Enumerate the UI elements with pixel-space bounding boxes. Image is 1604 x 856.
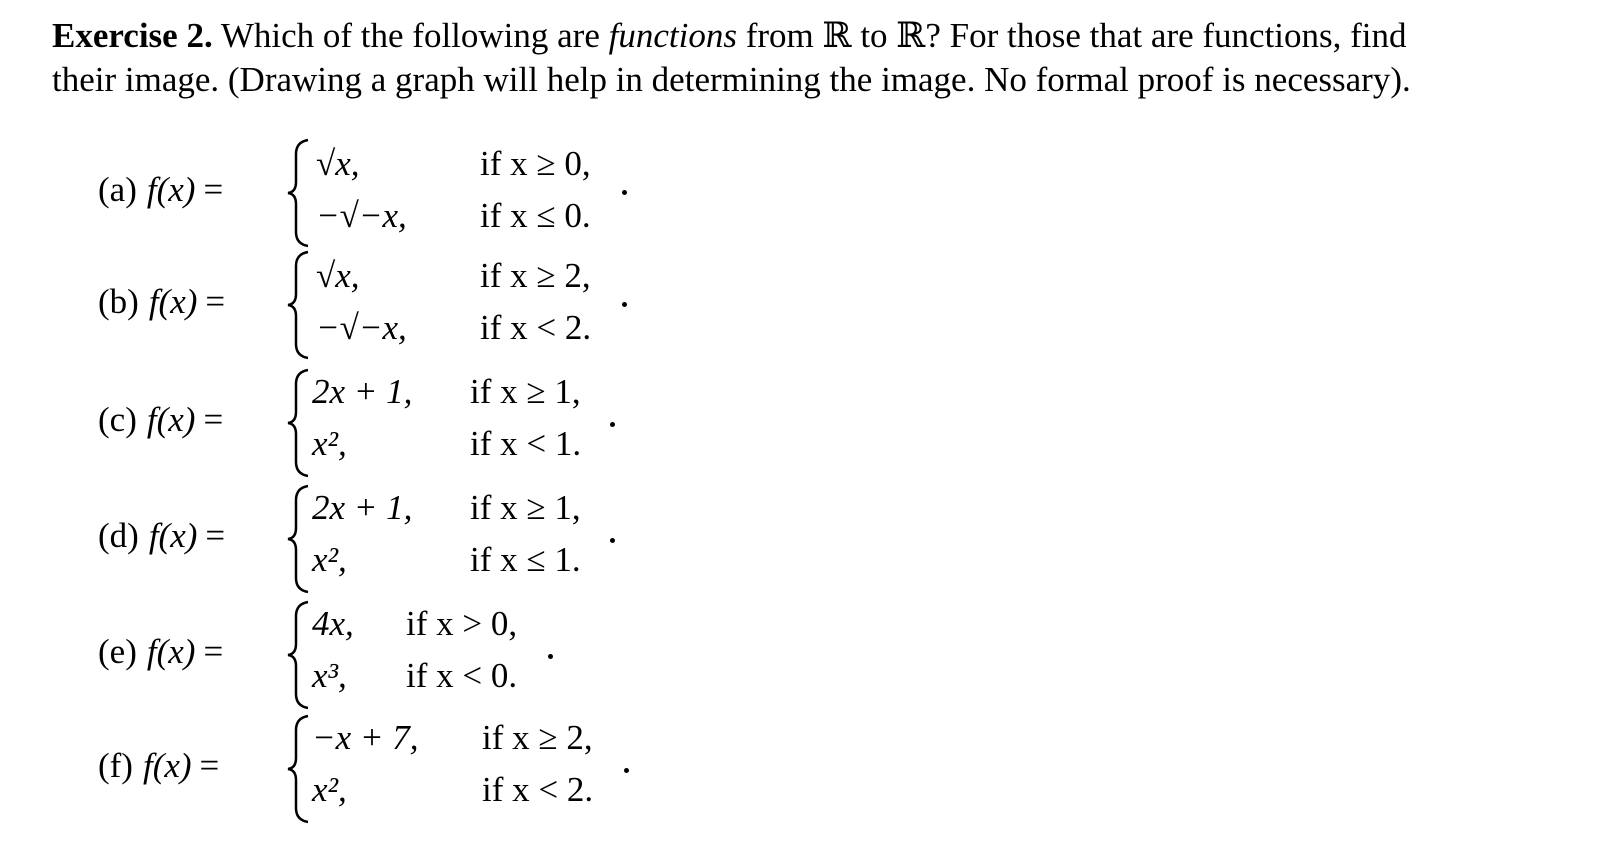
- function-name: f(x): [148, 516, 198, 555]
- period-dot: [622, 302, 627, 307]
- left-brace-icon: [286, 250, 312, 360]
- exercise-header: [52, 14, 1592, 102]
- part-label: (c): [98, 400, 137, 439]
- part-label: (f): [98, 746, 133, 785]
- part-e: [0, 600, 1000, 710]
- exercise-line-2: their image. (Drawing a graph will help in determining the image. No formal proof is necessary).: [52, 60, 1411, 99]
- question-part-1: Which of the following are: [220, 16, 600, 55]
- part-label: (b): [98, 282, 139, 321]
- left-brace-icon: [286, 714, 312, 824]
- condition-2: if x < 2.: [482, 770, 594, 809]
- part-a: [0, 138, 1000, 248]
- left-brace-icon: [286, 600, 312, 710]
- condition-2: if x < 1.: [470, 424, 582, 463]
- part-f: [0, 714, 1000, 824]
- case-1: −x + 7,: [312, 718, 419, 757]
- question-part-2: from ℝ to ℝ? For those that are functions, find: [745, 16, 1407, 55]
- part-lhs: (a) f(x) =: [98, 170, 224, 209]
- period-dot: [610, 422, 615, 427]
- case-2: x³,: [312, 656, 347, 695]
- condition-2: if x ≤ 1.: [470, 540, 581, 579]
- period-dot: [548, 654, 553, 659]
- function-name: f(x): [146, 632, 196, 671]
- case-2: x²,: [312, 540, 347, 579]
- function-name: f(x): [146, 400, 196, 439]
- condition-1: if x ≥ 2,: [482, 718, 593, 757]
- function-name: f(x): [146, 170, 196, 209]
- part-b: [0, 250, 1000, 360]
- part-lhs: (d) f(x) =: [98, 516, 226, 555]
- part-d: [0, 484, 1000, 594]
- exercise-label: Exercise 2.: [52, 16, 213, 55]
- case-2: x²,: [312, 770, 347, 809]
- condition-1: if x ≥ 1,: [470, 372, 581, 411]
- part-label: (a): [98, 170, 137, 209]
- left-brace-icon: [286, 368, 312, 478]
- case-2: −√−x,: [316, 196, 407, 235]
- part-c: [0, 368, 1000, 478]
- part-lhs: (c) f(x) =: [98, 400, 224, 439]
- question-emphasis: functions: [608, 16, 737, 55]
- part-lhs: (b) f(x) =: [98, 282, 226, 321]
- condition-1: if x ≥ 0,: [480, 144, 591, 183]
- function-name: f(x): [142, 746, 192, 785]
- period-dot: [622, 190, 627, 195]
- case-1: 2x + 1,: [312, 488, 413, 527]
- condition-1: if x ≥ 2,: [480, 256, 591, 295]
- left-brace-icon: [286, 484, 312, 594]
- part-lhs: (f) f(x) =: [98, 746, 220, 785]
- condition-2: if x ≤ 0.: [480, 196, 591, 235]
- exercise-line-1: [52, 14, 1592, 58]
- period-dot: [624, 768, 629, 773]
- case-1: 4x,: [312, 604, 354, 643]
- part-lhs: (e) f(x) =: [98, 632, 224, 671]
- part-label: (e): [98, 632, 137, 671]
- condition-2: if x < 0.: [406, 656, 518, 695]
- case-1: √x,: [316, 144, 360, 183]
- condition-2: if x < 2.: [480, 308, 592, 347]
- left-brace-icon: [286, 138, 312, 248]
- function-name: f(x): [148, 282, 198, 321]
- case-1: 2x + 1,: [312, 372, 413, 411]
- period-dot: [610, 538, 615, 543]
- case-1: √x,: [316, 256, 360, 295]
- condition-1: if x > 0,: [406, 604, 518, 643]
- case-2: x²,: [312, 424, 347, 463]
- condition-1: if x ≥ 1,: [470, 488, 581, 527]
- part-label: (d): [98, 516, 139, 555]
- case-2: −√−x,: [316, 308, 407, 347]
